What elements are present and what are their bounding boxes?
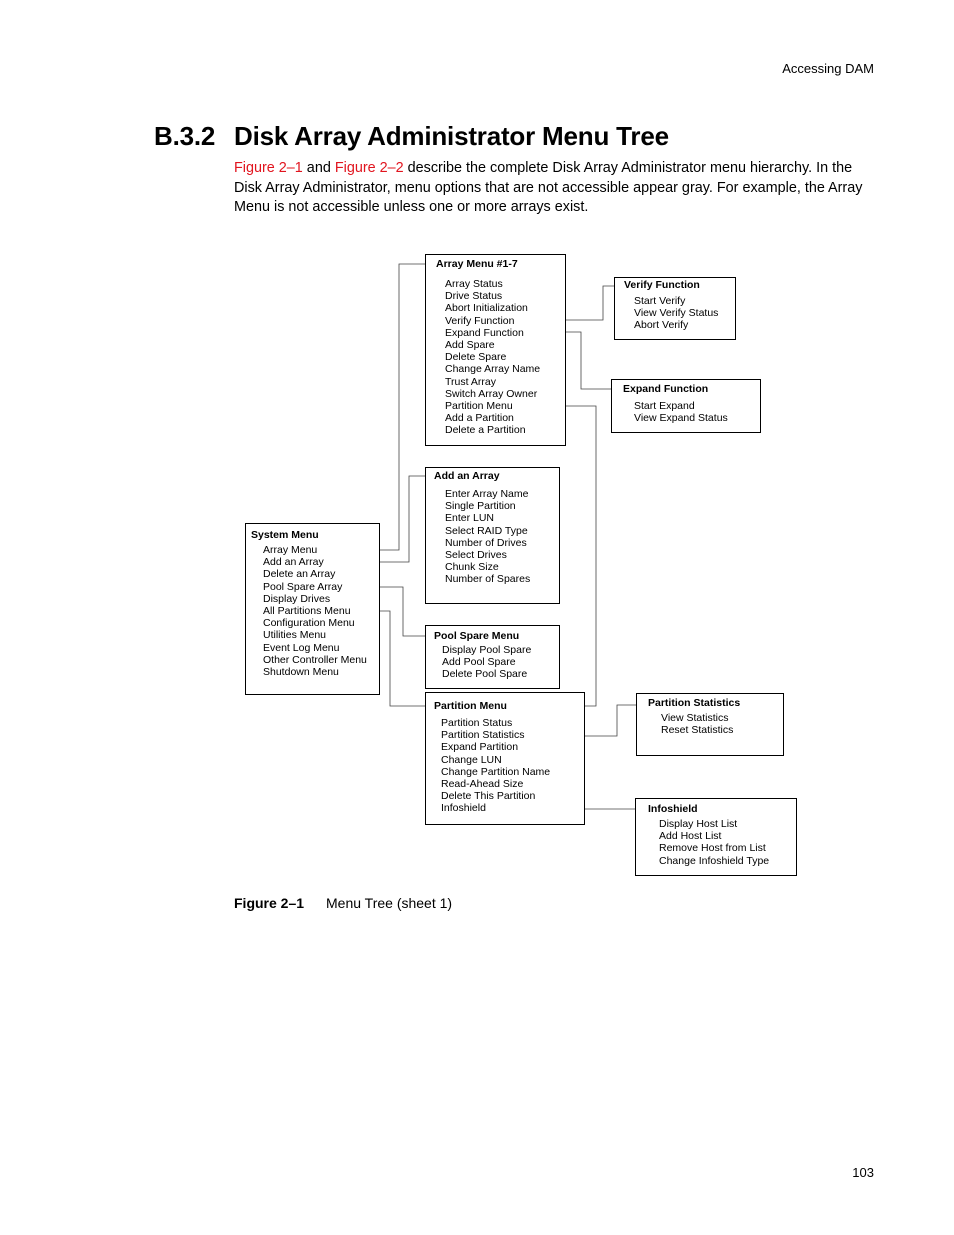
verify-function-item[interactable]: View Verify Status — [634, 307, 719, 320]
expand-function-item[interactable]: View Expand Status — [634, 412, 728, 425]
system-menu-item[interactable]: Display Drives — [263, 592, 331, 605]
system-menu-item[interactable]: Event Log Menu — [263, 641, 340, 654]
expand-function-title: Expand Function — [623, 383, 709, 395]
array-menu-item[interactable]: Add a Partition — [445, 412, 514, 425]
add-array-item[interactable]: Select RAID Type — [445, 524, 528, 537]
partition-menu-item[interactable]: Infoshield — [441, 802, 486, 815]
figure-caption-text: Menu Tree (sheet 1) — [326, 895, 453, 911]
intro-text: describe the complete Disk Array Administrator menu hierarchy. In the Disk Array Administrator, menu options that are not accessible appear gray. For example, the Array Menu is not accessible unless one or more arrays exist. — [234, 160, 863, 216]
system-menu-item[interactable]: Configuration Menu — [263, 617, 355, 630]
verify-function-item[interactable]: Start Verify — [634, 295, 686, 307]
array-menu-item[interactable]: Delete a Partition — [445, 424, 526, 437]
figure-caption — [234, 895, 452, 911]
verify-function-title: Verify Function — [624, 279, 700, 291]
partition-menu-items — [441, 717, 550, 815]
pool-spare-title: Pool Spare Menu — [434, 630, 520, 642]
add-array-items — [445, 488, 530, 586]
verify-function-items — [634, 295, 718, 332]
infoshield-item[interactable]: Change Infoshield Type — [659, 854, 770, 867]
expand-function-item[interactable]: Start Expand — [634, 400, 695, 412]
connector-array-menu — [345, 264, 433, 550]
partition-statistics-item[interactable]: Reset Statistics — [661, 724, 734, 737]
partition-statistics-title: Partition Statistics — [648, 697, 741, 709]
system-menu-item[interactable]: Pool Spare Array — [263, 580, 343, 593]
system-menu-item[interactable]: All Partitions Menu — [263, 605, 351, 618]
add-array-item[interactable]: Chunk Size — [445, 561, 499, 574]
system-menu-items — [263, 544, 367, 678]
array-menu-title: Array Menu #1-7 — [436, 258, 518, 270]
partition-menu-item[interactable]: Expand Partition — [441, 741, 519, 754]
add-array-title: Add an Array — [434, 470, 500, 482]
partition-menu-item[interactable]: Partition Status — [441, 717, 513, 729]
infoshield-item[interactable]: Remove Host from List — [659, 842, 766, 855]
section-title: Disk Array Administrator Menu Tree — [234, 121, 669, 151]
array-menu-item[interactable]: Delete Spare — [445, 351, 507, 364]
add-array-item[interactable]: Enter Array Name — [445, 488, 529, 500]
add-array-item[interactable]: Number of Drives — [445, 536, 527, 549]
array-menu-item[interactable]: Trust Array — [445, 375, 496, 388]
partition-menu-item[interactable]: Read-Ahead Size — [441, 778, 524, 791]
pool-spare-items — [442, 644, 531, 681]
system-menu-item[interactable]: Other Controller Menu — [263, 653, 367, 666]
pool-spare-item[interactable]: Delete Pool Spare — [442, 668, 528, 681]
partition-statistics-item[interactable]: View Statistics — [661, 712, 729, 724]
partition-menu-title: Partition Menu — [434, 700, 507, 712]
figure-caption-label: Figure 2–1 — [234, 895, 305, 911]
array-menu-item[interactable]: Array Status — [445, 278, 503, 290]
section-number: B.3.2 — [154, 121, 216, 151]
array-menu-item[interactable]: Drive Status — [445, 290, 503, 303]
add-array-item[interactable]: Single Partition — [445, 500, 516, 513]
partition-menu-item[interactable]: Partition Statistics — [441, 729, 525, 742]
partition-menu-item[interactable]: Delete This Partition — [441, 790, 536, 803]
pool-spare-item[interactable]: Display Pool Spare — [442, 644, 532, 656]
partition-menu-item[interactable]: Change LUN — [441, 753, 502, 766]
system-menu-item[interactable]: Shutdown Menu — [263, 666, 339, 679]
infoshield-items — [659, 818, 769, 867]
page-number: 103 — [852, 1165, 874, 1180]
system-menu-item[interactable]: Delete an Array — [263, 568, 336, 581]
verify-function-item[interactable]: Abort Verify — [634, 319, 689, 332]
figure-link-2-2[interactable]: Figure 2–2 — [334, 160, 404, 176]
array-menu-item[interactable]: Abort Initialization — [445, 302, 528, 315]
array-menu-items — [445, 278, 540, 437]
array-menu-item[interactable]: Expand Function — [445, 326, 524, 339]
partition-menu-item[interactable]: Change Partition Name — [441, 765, 551, 778]
array-menu-item[interactable]: Partition Menu — [445, 400, 513, 413]
infoshield-item[interactable]: Add Host List — [659, 830, 722, 843]
expand-function-items — [634, 400, 728, 424]
array-menu-item[interactable]: Add Spare — [445, 339, 495, 352]
partition-statistics-items — [661, 712, 733, 736]
system-menu-item[interactable]: Add an Array — [263, 556, 324, 569]
system-menu-item[interactable]: Array Menu — [263, 544, 318, 556]
infoshield-item[interactable]: Display Host List — [659, 818, 738, 830]
array-menu-item[interactable]: Verify Function — [445, 314, 515, 327]
add-array-item[interactable]: Number of Spares — [445, 573, 531, 586]
intro-and: and — [302, 160, 335, 176]
add-array-item[interactable]: Enter LUN — [445, 512, 495, 525]
infoshield-title: Infoshield — [648, 803, 698, 815]
add-array-item[interactable]: Select Drives — [445, 549, 507, 562]
system-menu-item[interactable]: Utilities Menu — [263, 629, 327, 642]
array-menu-item[interactable]: Switch Array Owner — [445, 387, 538, 400]
system-menu-title: System Menu — [251, 529, 319, 541]
running-header: Accessing DAM — [782, 61, 874, 76]
pool-spare-item[interactable]: Add Pool Spare — [442, 656, 516, 669]
figure-link-2-1[interactable]: Figure 2–1 — [234, 160, 303, 176]
array-menu-item[interactable]: Change Array Name — [445, 363, 541, 376]
